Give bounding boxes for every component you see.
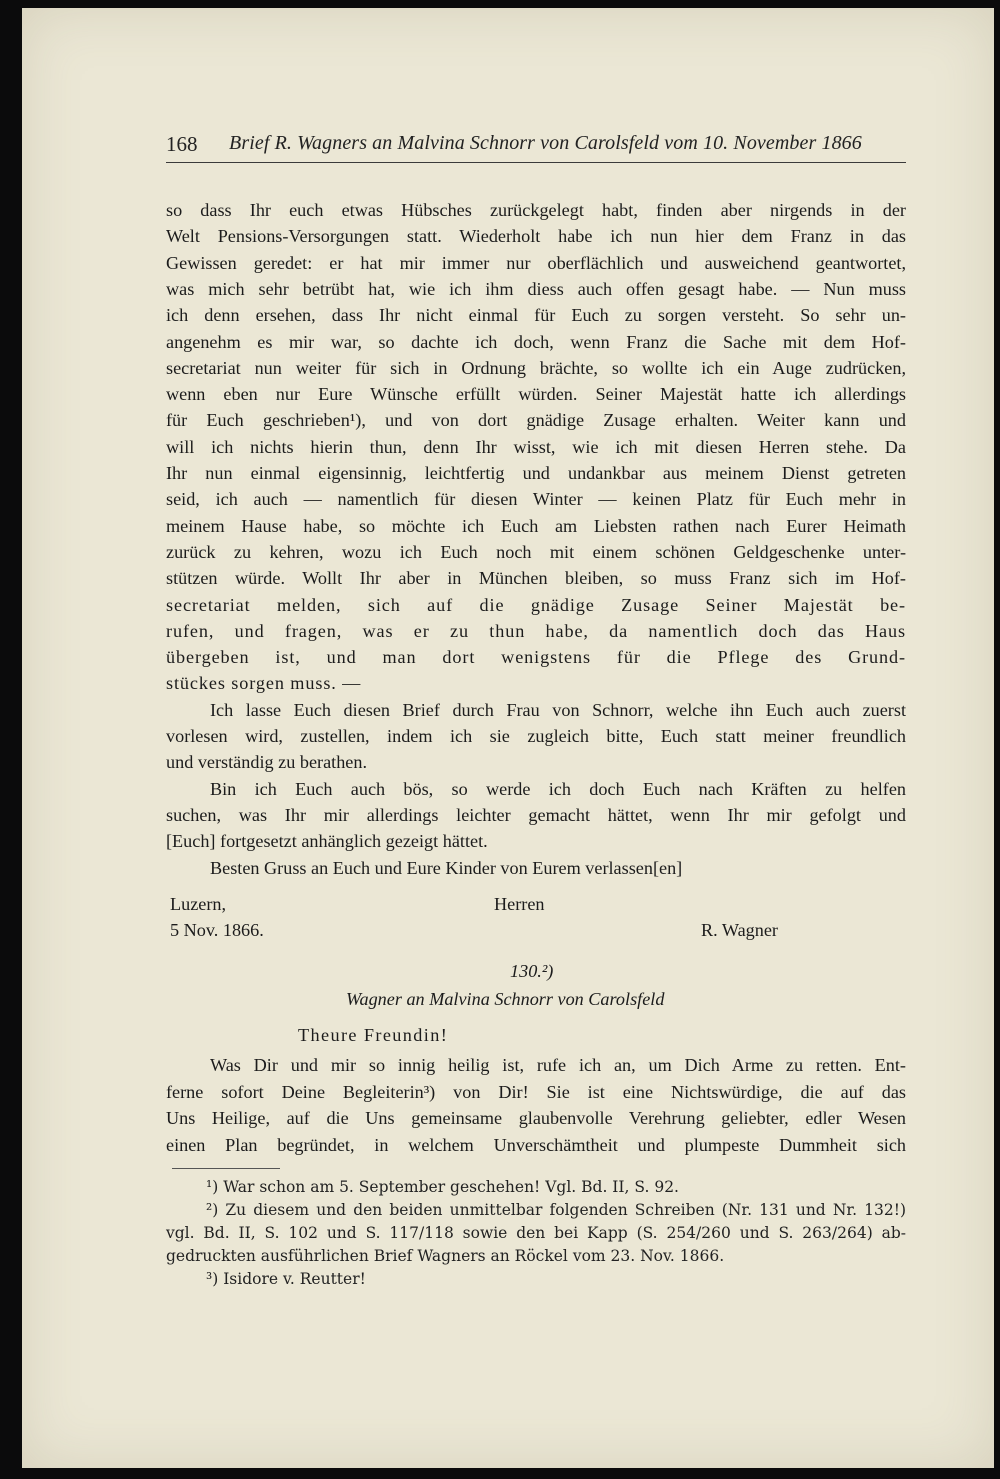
letter-line: wenn eben nur Eure Wünsche erfüllt würden. Seiner Majestät hatte ich allerdings — [166, 384, 906, 405]
letter-line: Bin ich Euch auch bös, so werde ich doch Euch nach Kräften zu helfen — [210, 778, 906, 799]
footnote-line: gedruckten ausführlichen Brief Wagners an Röckel vom 23. Nov. 1866. — [166, 1247, 725, 1265]
footnote-line: vgl. Bd. II, S. 102 und S. 117/118 sowie den bei Kapp (S. 254/260 und S. 263/264) ab- — [166, 1224, 906, 1242]
letter-line: für Euch geschrieben¹), und von dort gnädige Zusage erhalten. Weiter kann und — [166, 410, 906, 431]
closing-date: 5 Nov. 1866. — [170, 920, 264, 940]
letter-line: so dass Ihr euch etwas Hübsches zurückgelegt habt, finden aber nirgends in der — [166, 200, 906, 220]
closing-word: Herren — [494, 894, 545, 914]
letter-heading: Wagner an Malvina Schnorr von Carolsfeld — [346, 989, 665, 1009]
letter-line: Besten Gruss an Euch und Eure Kinder von Eurem verlassen[en] — [210, 857, 683, 878]
closing-place: Luzern, — [170, 894, 227, 914]
letter-line: was mich sehr betrübt hat, wie ich ihm diess auch offen gesagt habe. — Nun muss — [166, 278, 906, 299]
letter-line: angenehm es mir war, so dachte ich doch, wenn Franz die Sache mit dem Hof- — [166, 331, 906, 352]
footnote-line: ²) Zu diesem und den beiden unmittelbar folgenden Schreiben (Nr. 131 und Nr. 132!) — [206, 1201, 906, 1219]
letter-line: übergeben ist, und man dort wenigstens für die Pflege des Grund- — [166, 647, 906, 668]
letter-line: Welt Pensions-Versorgungen statt. Wiederholt habe ich nun hier dem Franz in das — [166, 226, 906, 247]
letter-line: Ich lasse Euch diesen Brief durch Frau von Schnorr, welche ihn Euch auch zuerst — [210, 699, 906, 720]
next-letter-line: Was Dir und mir so innig heilig ist, rufe ich an, um Dich Arme zu retten. Ent- — [210, 1055, 906, 1075]
next-letter-line: Uns Heilige, auf die Uns gemeinsame glaubenvolle Verehrung geliebter, edler Wesen — [166, 1108, 906, 1128]
letter-line: Gewissen geredet: er hat mir immer nur oberflächlich und ausweichend geantwortet, — [166, 252, 906, 273]
signature: R. Wagner — [701, 920, 778, 940]
letter-line: will ich nichts hierin thun, denn Ihr wisst, wie ich mit diesen Herren stehe. Da — [166, 436, 906, 457]
letter-line: vorlesen wird, zustellen, indem ich sie zugleich bitte, Euch statt meiner freundlich — [166, 726, 906, 746]
page-header — [166, 128, 906, 163]
letter-line: und verständig zu berathen. — [166, 752, 368, 773]
letter-line: [Euch] fortgesetzt anhänglich gezeigt hättet. — [166, 831, 488, 852]
letter-line: stückes sorgen muss. — — [166, 673, 362, 694]
footnote-rule — [172, 1168, 280, 1169]
letter-line: suchen, was Ihr mir allerdings leichter gemacht hättet, wenn Ihr mir gefolgt und — [166, 804, 906, 825]
letter-line: Ihr nun einmal eigensinnig, leichtfertig und undankbar aus meinem Dienst getreten — [166, 463, 906, 483]
footnote-line: ¹) War schon am 5. September geschehen! Vgl. Bd. II, S. 92. — [206, 1178, 679, 1196]
letter-number: 130.²) — [510, 961, 554, 981]
letter-line: seid, ich auch — namentlich für diesen Winter — keinen Platz für Euch mehr in — [166, 489, 906, 510]
next-letter-line: einen Plan begründet, in welchem Unverschämtheit und plumpeste Dummheit sich — [166, 1134, 906, 1155]
next-letter-line: ferne sofort Deine Begleiterin³) von Dir! Sie ist eine Nichtswürdige, die auf das — [166, 1081, 906, 1102]
letter-line: meinem Hause habe, so möchte ich Euch am Liebsten rathen nach Eurer Heimath — [166, 515, 906, 536]
page-number: 168 — [166, 132, 198, 156]
letter-line: secretariat nun weiter für sich in Ordnung brächte, so wollte ich ein Auge zudrücken, — [166, 357, 906, 378]
letter-line: rufen, und fragen, was er zu thun habe, da namentlich doch das Haus — [166, 620, 906, 641]
footnote-line: ³) Isidore v. Reutter! — [206, 1270, 366, 1288]
letter-line: secretariat melden, sich auf die gnädige Zusage Seiner Majestät be- — [166, 594, 906, 615]
letter-line: zurück zu kehren, wozu ich Euch noch mit einem schönen Geldgeschenke unter- — [166, 541, 906, 562]
letter-line: ich denn ersehen, dass Ihr nicht einmal für Euch zu sorgen versteht. So sehr un- — [166, 305, 906, 326]
salutation: Theure Freundin! — [298, 1025, 449, 1045]
running-title: Brief R. Wagners an Malvina Schnorr von Carolsfeld vom 10. November 1866 — [229, 132, 862, 154]
letter-line: stützen würde. Wollt Ihr aber in München bleiben, so muss Franz sich im Hof- — [166, 568, 906, 589]
